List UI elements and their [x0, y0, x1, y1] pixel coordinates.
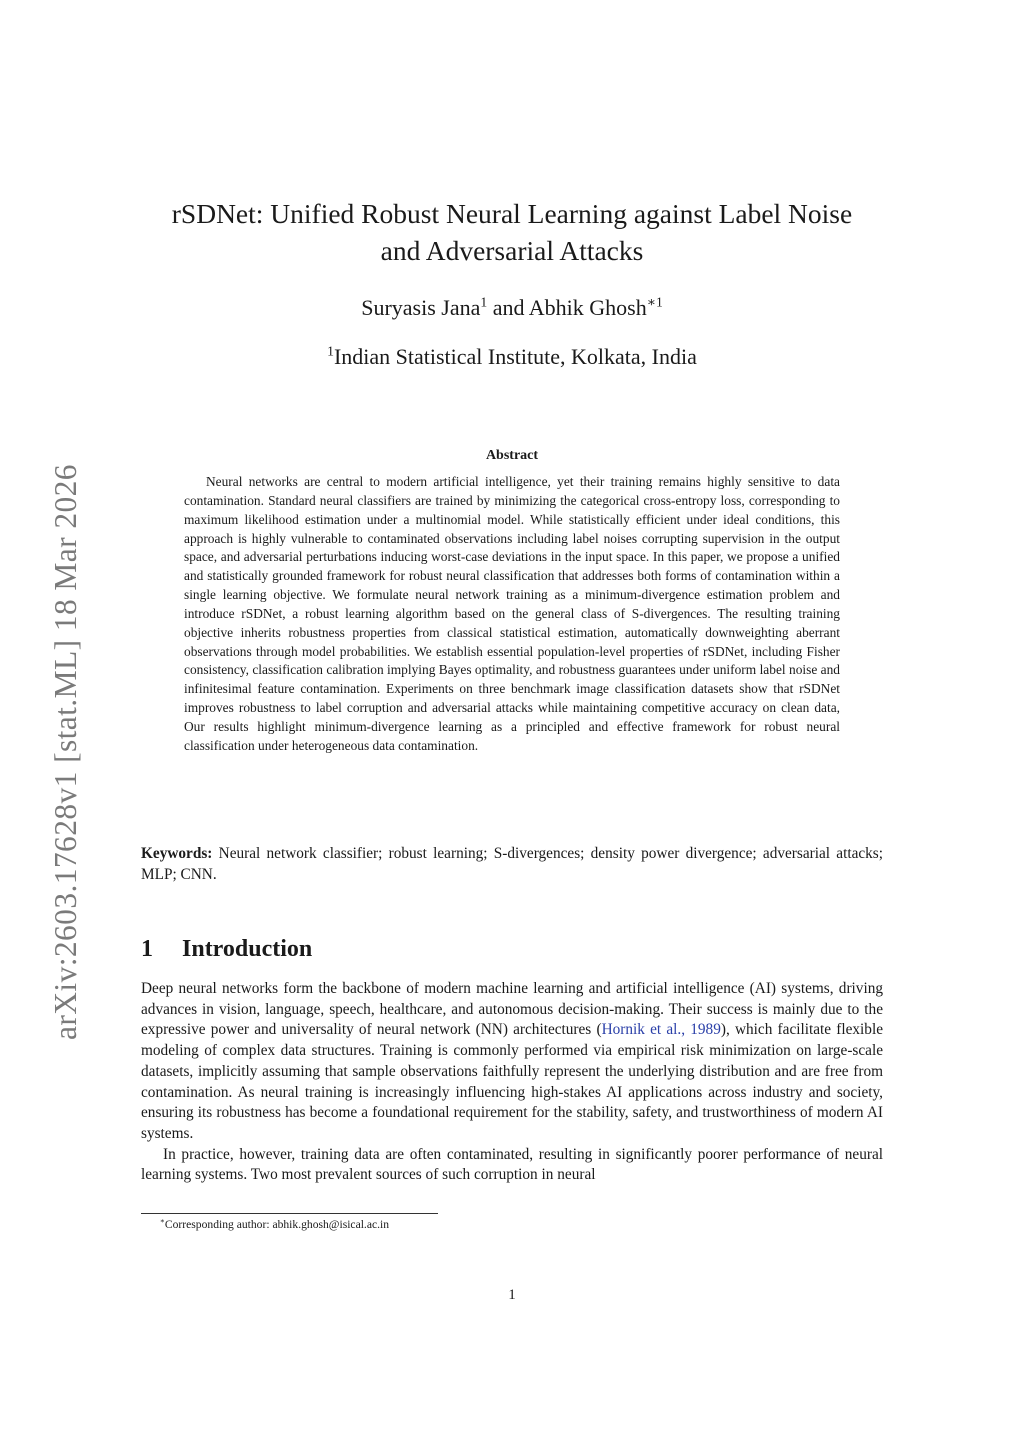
paragraph: In practice, however, training data are often contaminated, resulting in significantly poorer performance of neural learning systems. Two most prevalent sources of such corruption in neural [141, 1145, 883, 1184]
section-title: Introduction [182, 936, 313, 962]
title-line-1: rSDNet: Unified Robust Neural Learning against Label Noise [171, 198, 853, 229]
section-heading [141, 933, 312, 965]
author-affiliation-mark: 1 [480, 294, 488, 310]
paragraph-text: Deep neural networks form the backbone of modern machine learning and artificial intelligence (AI) systems, driving advances in vision, language, speech, healthcare, and autonomous decision-making. Their success is mainly due to the expressive power and universality of neural network (NN) architectures ( [141, 980, 883, 1039]
introduction-body [141, 979, 883, 1186]
paper-title [140, 195, 884, 269]
paragraph-text: ), which facilitate flexible modeling of complex data structures. Training is commonly performed via empirical risk minimization on large-scale datasets, implicitly assuming that sample observations faithfully represent the underlying distribution and are free from contamination. As neural training is increasingly influencing high-stakes AI applications across industry and society, ensuring its robustness has become a foundational requirement for the stability, safety, and trustworthiness of modern AI systems. [141, 1021, 883, 1142]
footnote-divider [141, 1213, 438, 1214]
title-line-2: and Adversarial Attacks [380, 235, 644, 266]
keywords [141, 844, 883, 885]
author-name: Suryasis Jana [361, 295, 481, 320]
affiliation-text: Indian Statistical Institute, Kolkata, India [333, 344, 697, 369]
citation-link[interactable]: Hornik et al., 1989 [601, 1021, 721, 1039]
page-number: 1 [508, 1287, 516, 1303]
abstract-heading: Abstract [485, 448, 539, 463]
affiliation [140, 342, 884, 372]
footnote-text: Corresponding author: abhik.ghosh@isical.ac.in [164, 1218, 390, 1231]
author-connector: and [487, 295, 529, 320]
abstract-text: Neural networks are central to modern artificial intelligence, yet their training remains highly sensitive to data contamination. Standard neural classifiers are trained by minimizing the categorical cross-entropy loss, corresponding to maximum likelihood estimation under a multinomial model. While statistically efficient under ideal conditions, this approach is highly vulnerable to contaminated observations including label noises corrupting supervision in the output space, and adversarial perturbations inducing worst-case deviations in the input space. In this paper, we propose a unified and statistically grounded framework for robust neural classification that addresses both forms of contamination within a single learning objective. We formulate neural network training as a minimum-divergence estimation problem and introduce rSDNet, a robust learning algorithm based on the general class of S-divergences. The resulting training objective inherits robustness properties from classical statistical estimation, automatically downweighting aberrant observations through model probabilities. We establish essential population-level properties of rSDNet, including Fisher consistency, classification calibration implying Bayes optimality, and robustness guarantees under uniform label noise and infinitesimal feature contamination. Experiments on three benchmark image classification datasets show that rSDNet improves robustness to label corruption and adversarial attacks while maintaining competitive accuracy on clean data, Our results highlight minimum-divergence learning as a principled and effective framework for robust neural classification under heterogeneous data contamination. [184, 474, 840, 753]
section-number: 1 [141, 936, 153, 962]
paragraph [141, 979, 883, 1145]
author-name: Abhik Ghosh [528, 295, 647, 320]
author-list [140, 293, 884, 323]
arxiv-identifier: arXiv:2603.17628v1 [stat.ML] 18 Mar 2026 [48, 464, 83, 1040]
footnote-mark: ∗ [160, 1217, 165, 1226]
affiliation-mark: 1 [327, 343, 334, 359]
keywords-label: Keywords: [141, 845, 213, 862]
keywords-text: Neural network classifier; robust learning; S-divergences; density power divergence; adversarial attacks; MLP; CNN. [141, 845, 883, 883]
footnote [160, 1217, 389, 1233]
author-affiliation-mark: ∗1 [646, 294, 663, 310]
